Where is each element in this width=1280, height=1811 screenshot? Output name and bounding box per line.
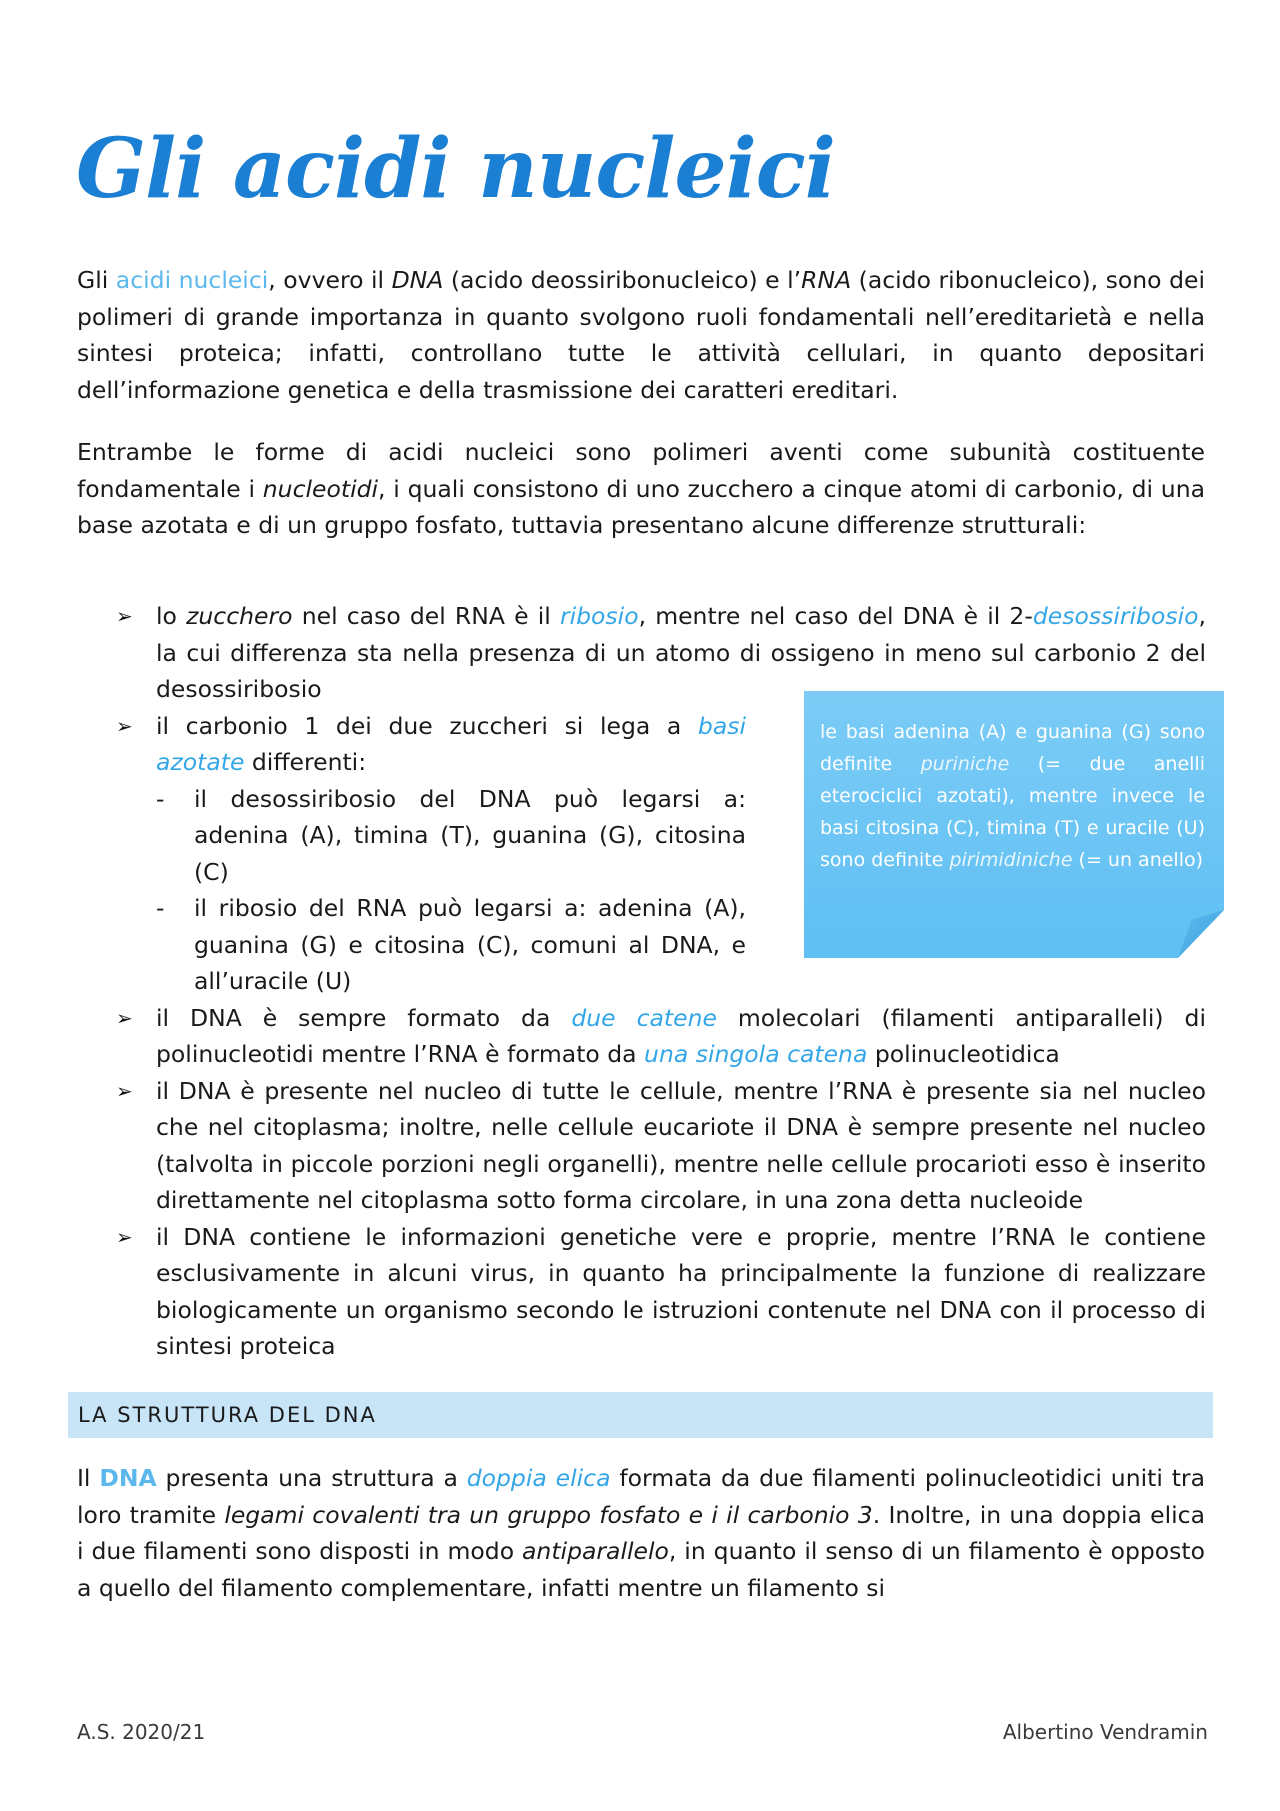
- text: il ribosio del RNA può legarsi a: adenina (A), guanina (G) e citosina (C), comuni al DNA, e all’uracile (U): [194, 894, 746, 995]
- highlight-term: acidi nucleici: [115, 266, 269, 294]
- arrow-bullet-icon: ➢: [116, 1005, 133, 1030]
- intro-paragraph: [77, 262, 1205, 408]
- sub-list-item: - il ribosio del RNA può legarsi a: adenina (A), guanina (G) e citosina (C), comuni al DNA, e all’uracile (U): [156, 894, 746, 995]
- text: lo: [156, 602, 187, 630]
- italic-term: zucchero: [186, 602, 293, 630]
- highlight-term: una singola catena: [644, 1040, 868, 1068]
- text: Entrambe le forme di acidi nucleici sono polimeri aventi come subunità costituente fondamentale i: [77, 438, 1205, 503]
- arrow-bullet-icon: ➢: [116, 713, 133, 738]
- text: (= un anello): [1072, 849, 1204, 871]
- list-item: [116, 1219, 1206, 1365]
- italic-term: nucleotidi: [262, 474, 379, 503]
- text: , la cui differenza sta nella presenza di un atomo di ossigeno in meno sul carbonio 2 del desossiribosio: [156, 602, 1206, 703]
- text: Il: [77, 1464, 100, 1492]
- footer-school-year: A.S. 2020/21: [77, 1720, 206, 1744]
- sub-list-item: - il desossiribosio del DNA può legarsi a: adenina (A), timina (T), guanina (G), citosina (C): [156, 784, 746, 886]
- structure-paragraph: [77, 434, 1205, 544]
- page-title: Gli acidi nucleici: [76, 121, 835, 217]
- text: (acido ribonucleico), sono dei polimeri di grande importanza in quanto svolgono ruoli fondamentali nell’ereditarietà e nella sintesi proteica; infatti, controllano tutte le attività cellulari, in quanto depositari dell’informazione genetica e della trasmissione dei caratteri ereditari.: [77, 266, 1205, 404]
- list-item: [116, 708, 746, 1000]
- highlight-term: desossiribosio: [1032, 602, 1199, 630]
- footer-author: Albertino Vendramin: [1002, 1720, 1208, 1744]
- text: , i quali consistono di uno zucchero a cinque atomi di carbonio, di una base azotata e di un gruppo fosfato, tuttavia presentano alcune differenze strutturali:: [77, 474, 1205, 539]
- list-item: [116, 1073, 1206, 1219]
- text: le basi adenina (A) e guanina (G) sono definite: [820, 721, 1205, 775]
- arrow-bullet-icon: ➢: [116, 1224, 133, 1249]
- text: molecolari (filamenti antiparalleli) di polinucleotidi mentre l’RNA è formato da: [156, 1003, 1206, 1068]
- highlight-term: basi azotate: [156, 711, 746, 776]
- text: il DNA è presente nel nucleo di tutte le cellule, mentre l’RNA è presente sia nel nucleo che nel citoplasma; inoltre, nelle cellule eucariote il DNA è sempre presente nel nucleo (talvolta in piccole porzioni negli organelli), mentre nelle cellule procarioti esso è inserito direttamente nel citoplasma sotto forma circolare, in una zona detta nucleoide: [156, 1076, 1206, 1214]
- text: polinucleotidica: [867, 1040, 1060, 1068]
- text: (acido deossiribonucleico) e l’: [443, 266, 802, 294]
- italic-term: pirimidiniche: [949, 849, 1073, 871]
- highlight-term: doppia elica: [466, 1464, 611, 1492]
- highlight-term: DNA: [99, 1464, 157, 1492]
- highlight-term: due catene: [571, 1003, 717, 1032]
- text: il desossiribosio del DNA può legarsi a: adenina (A), timina (T), guanina (G), citosina (C): [194, 784, 746, 886]
- italic-term: legami covalenti tra un gruppo fosfato e i il carbonio 3: [224, 1500, 873, 1529]
- text: , in quanto il senso di un filamento è opposto a quello del filamento complementare, infatti mentre un filamento si: [77, 1537, 1205, 1602]
- text: , mentre nel caso del DNA è il 2-: [638, 602, 1033, 630]
- text: il DNA è sempre formato da: [156, 1003, 572, 1032]
- italic-term: DNA: [391, 266, 444, 294]
- section-title: LA STRUTTURA DEL DNA: [78, 1403, 377, 1427]
- italic-term: puriniche: [920, 753, 1010, 775]
- text: il carbonio 1 dei due zuccheri si lega a: [156, 711, 698, 740]
- text: differenti:: [244, 748, 367, 776]
- sub-list: [156, 781, 746, 1000]
- text: presenta una struttura a: [156, 1464, 467, 1492]
- italic-term: RNA: [801, 266, 852, 294]
- list-item: [116, 1000, 1206, 1073]
- arrow-bullet-icon: ➢: [116, 604, 133, 628]
- text: , ovvero il: [268, 266, 392, 294]
- text: nel caso del RNA è il: [292, 602, 560, 630]
- text: formata da due filamenti polinucleotidici uniti tra loro tramite: [77, 1464, 1205, 1529]
- italic-term: antiparallelo: [522, 1537, 669, 1565]
- text: Gli: [77, 266, 116, 294]
- arrow-bullet-icon: ➢: [116, 1078, 133, 1103]
- text: il DNA contiene le informazioni genetiche vere e proprie, mentre l’RNA le contiene esclusivamente in alcuni virus, in quanto ha principalmente la funzione di realizzare biologicamente un organismo secondo le istruzioni contenute nel DNA con il processo di sintesi proteica: [156, 1222, 1206, 1360]
- highlight-term: ribosio: [559, 602, 639, 630]
- dna-paragraph: [77, 1460, 1205, 1606]
- text: (= due anelli eterociclici azotati), mentre invece le basi citosina (C), timina (T) e uracile (U) sono definite: [820, 753, 1205, 871]
- sticky-note-text: [820, 716, 1205, 876]
- text: . Inoltre, in una doppia elica i due filamenti sono disposti in modo: [77, 1500, 1205, 1565]
